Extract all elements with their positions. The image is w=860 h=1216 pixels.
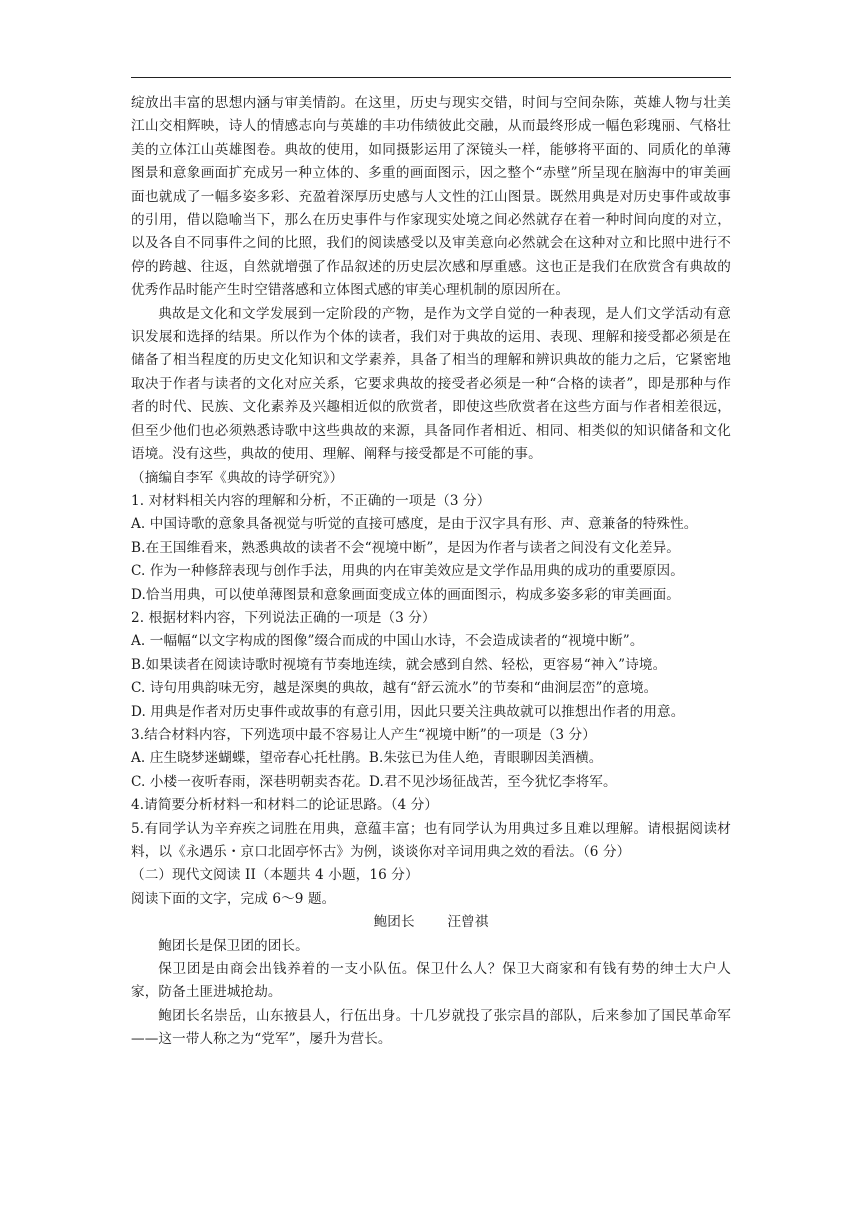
question-2-stem: 2. 根据材料内容，下列说法正确的一项是（3 分） (131, 609, 436, 626)
question-2-option-c: C. 诗句用典韵味无穷，越是深奥的典故，越有“舒云流水”的节奏和“曲涧层峦”的意境。 (131, 680, 658, 697)
question-1-option-b: B.在王国维看来，熟悉典故的读者不会“视境中断”，是因为作者与读者之间没有文化差异。 (131, 539, 680, 556)
question-3-options-ab: A. 庄生晓梦迷蝴蝶，望帝春心托杜鹃。B.朱弦已为佳人绝，青眼聊因美酒横。 (131, 750, 603, 767)
story-title: 鲍团长 (373, 914, 415, 931)
question-1-option-d: D.恰当用典，可以使单薄图景和意象画面变成立体的画面图示，构成多姿多彩的审美画面。 (131, 586, 680, 603)
question-5: 5.有同学认为辛弃疾之词胜在用典，意蕴丰富；也有同学认为用典过多且难以理解。请根据阅读材料，以《永遇乐・京口北固亭怀古》为例，谈谈你对辛词用典之效的看法。（6 分） (131, 820, 731, 860)
story-title-line (131, 911, 731, 934)
section-2-heading: （二）现代文阅读 II（本题共 4 小题，16 分） (131, 867, 419, 884)
question-4: 4.请简要分析材料一和材料二的论证思路。（4 分） (131, 797, 439, 814)
passage-paragraph-2: 典故是文化和文学发展到一定阶段的产物，是作为文学自觉的一种表现，是人们文学活动有意识发展和选择的结果。所以作为个体的读者，我们对于典故的运用、表现、理解和接受都必须是在储备了相当程度的历史文化知识和文学素养，具备了相当的理解和辨识典故的能力之后，它紧密地取决于作者与读者的文化对应关系，它要求典故的接受者必须是一种“合格的读者”，即是那种与作者的时代、民族、文化素养及兴趣相近似的欣赏者，即使这些欣赏者在这些方面与作者相差很远，但至少他们也必须熟悉诗歌中这些典故的来源，具备同作者相近、相同、相类似的知识储备和文化语境。没有这些，典故的使用、理解、阐释与接受都是不可能的事。 (131, 305, 731, 463)
question-3-stem: 3.结合材料内容，下列选项中最不容易让人产生“视境中断”的一项是（3 分） (131, 726, 596, 743)
question-2-option-d: D. 用典是作者对历史事件或故事的有意引用，因此只要关注典故就可以推想出作者的用意。 (131, 703, 685, 720)
document-body (131, 92, 731, 1052)
question-3-options-cd: C. 小楼一夜听春雨，深巷明朝卖杏花。D.君不见沙场征战苦，至今犹忆李将军。 (131, 773, 617, 790)
story-paragraph-3: 鲍团长名崇岳，山东掖县人，行伍出身。十几岁就投了张宗昌的部队，后来参加了国民革命军——这一带人称之为“党军”，屡升为营长。 (131, 1007, 731, 1048)
question-1-option-c: C. 作为一种修辞表现与创作手法，用典的内在审美效应是文学作品用典的成功的重要原因。 (131, 563, 684, 580)
question-1-option-a: A. 中国诗歌的意象具备视觉与听觉的直接可感度，是由于汉字具有形、声、意兼备的特殊性。 (131, 516, 698, 533)
question-2-option-b: B.如果读者在阅读诗歌时视境有节奏地连续，就会感到自然、轻松，更容易“神入”诗境。 (131, 656, 667, 673)
question-2-option-a: A. 一幅幅“以文字构成的图像”缀合而成的中国山水诗，不会造成读者的“视境中断”。 (131, 633, 644, 650)
question-1-stem: 1. 对材料相关内容的理解和分析，不正确的一项是（3 分） (131, 492, 491, 509)
story-author: 汪曾祺 (447, 914, 489, 931)
header-rule (131, 77, 731, 78)
passage-paragraph-1: 绽放出丰富的思想内涵与审美情韵。在这里，历史与现实交错，时间与空间杂陈，英雄人物与壮美江山交相辉映，诗人的情感志向与英雄的丰功伟绩彼此交融，从而最终形成一幅色彩瑰丽、气格壮美的立体江山英雄图卷。典故的使用，如同摄影运用了深镜头一样，能够将平面的、同质化的单薄图景和意象画面扩充成另一种立体的、多重的画面图示，因之整个“赤壁”所呈现在脑海中的审美画面也就成了一幅多姿多彩、充盈着深厚历史感与人文性的江山图景。既然用典是对历史事件或故事的引用，借以隐喻当下，那么在历史事件与作家现实处境之间必然就存在着一种时间向度的对立，以及各自不同事件之间的比照，我们的阅读感受以及审美意向必然就会在这种对立和比照中进行不停的跨越、往返，自然就增强了作品叙述的历史层次感和厚重感。这也正是我们在欣赏含有典故的优秀作品时能产生时空错落感和立体图式感的审美心理机制的原因所在。 (131, 95, 731, 299)
source-citation: （摘编自李军《典故的诗学研究》） (131, 469, 344, 486)
story-paragraph-1: 鲍团长是保卫团的团长。 (158, 937, 309, 954)
section-2-instruction: 阅读下面的文字，完成 6～9 题。 (131, 890, 336, 907)
story-paragraph-2: 保卫团是由商会出钱养着的一支小队伍。保卫什么人？保卫大商家和有钱有势的绅士大户人家，防备土匪进城抢劫。 (131, 961, 731, 1001)
